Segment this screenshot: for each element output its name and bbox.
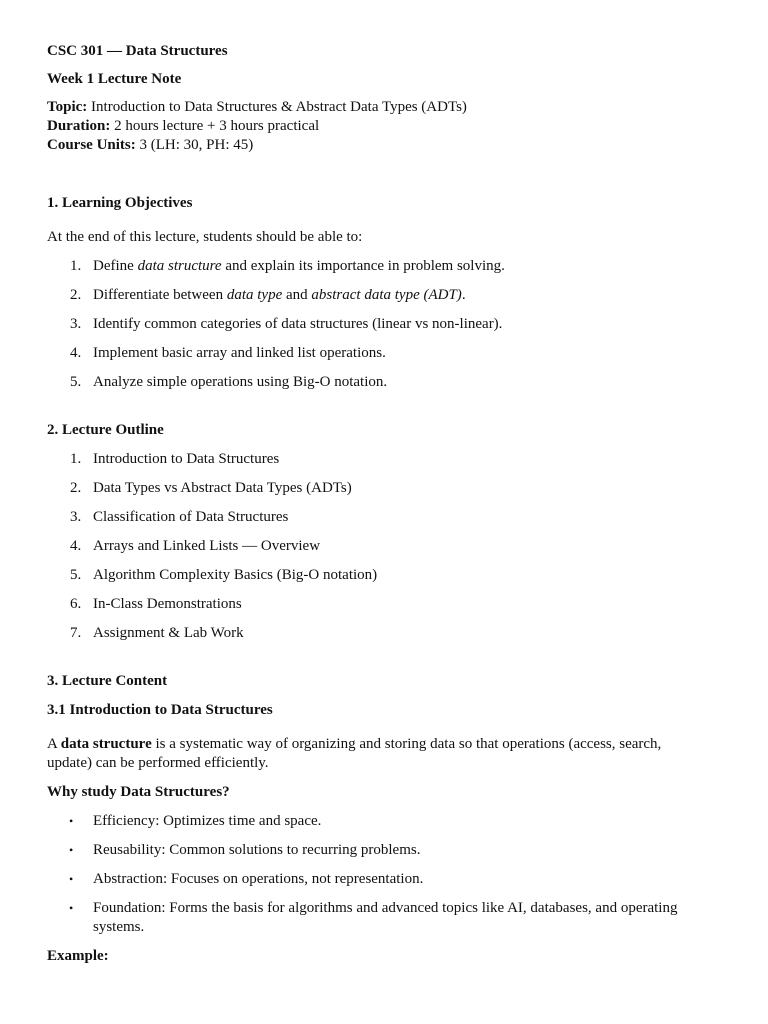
course-title: CSC 301 — Data Structures [47,43,228,59]
item-text: Data Types vs Abstract Data Types (ADTs) [93,480,352,496]
list-item [47,841,707,860]
list-item [47,566,707,585]
item-text: Analyze simple operations using Big-O notation. [93,374,388,390]
item-text: . [461,287,466,303]
topic-label: Topic: [47,99,88,115]
list-number: 5. [70,374,82,390]
item-text: Efficiency: Optimizes time and space. [93,813,322,829]
item-text: and explain its importance in problem solving. [221,258,505,274]
bullet-icon: • [69,843,74,857]
list-item [47,508,707,527]
list-item [47,344,707,363]
item-text: Reusability: Common solutions to recurring problems. [93,842,421,858]
item-text: Differentiate between [93,287,227,303]
example-heading: Example: [47,948,109,964]
item-text: Assignment & Lab Work [93,625,244,641]
topic-value: Introduction to Data Structures & Abstract Data Types (ADTs) [87,99,467,115]
item-text: Arrays and Linked Lists — Overview [93,538,321,554]
list-number: 1. [70,258,82,274]
topic-line [47,98,707,117]
lecture-note-page [47,42,707,976]
list-item [47,595,707,614]
list-item [47,870,707,889]
bullet-icon: • [69,901,74,915]
list-item [47,899,707,937]
list-item [47,315,707,334]
definition-paragraph [47,735,707,773]
list-item [47,286,707,305]
definition-term: data structure [60,736,152,752]
units-label: Course Units: [47,137,136,153]
item-emphasis: abstract data type (ADT) [311,287,462,303]
list-number: 2. [70,480,82,496]
item-text: Algorithm Complexity Basics (Big-O notation) [93,567,378,583]
list-item [47,812,707,831]
item-text: Implement basic array and linked list operations. [93,345,386,361]
why-heading: Why study Data Structures? [47,784,230,800]
item-text: Identify common categories of data structures (linear vs non-linear). [93,316,503,332]
list-number: 1. [70,451,82,467]
units-value: 3 (LH: 30, PH: 45) [135,137,254,153]
list-item [47,450,707,469]
item-text: Define [93,258,138,274]
outline-heading: 2. Lecture Outline [47,422,164,438]
bullet-icon: • [69,872,74,886]
list-item [47,479,707,498]
item-text: Classification of Data Structures [93,509,289,525]
objectives-intro: At the end of this lecture, students should be able to: [47,229,363,245]
units-line [47,136,707,155]
list-item [47,257,707,276]
item-text: Introduction to Data Structures [93,451,280,467]
item-emphasis: data structure [137,258,222,274]
list-item [47,624,707,643]
objectives-heading: 1. Learning Objectives [47,195,193,211]
definition-text: is a systematic way of organizing and storing data so that operations (access, search, update) can be performed efficiently. [47,736,662,771]
list-number: 3. [70,316,82,332]
item-emphasis: data type [226,287,283,303]
week-title: Week 1 Lecture Note [47,71,182,87]
list-number: 6. [70,596,82,612]
list-item [47,537,707,556]
duration-label: Duration: [47,118,111,134]
item-text: and [282,287,312,303]
list-number: 4. [70,345,82,361]
item-text: In-Class Demonstrations [93,596,242,612]
item-text: Foundation: Forms the basis for algorithms and advanced topics like AI, databases, and operating systems. [93,900,678,935]
intro-subheading: 3.1 Introduction to Data Structures [47,702,273,718]
objectives-list [47,257,707,392]
course-meta [47,98,707,155]
list-number: 7. [70,625,82,641]
duration-line [47,117,707,136]
bullet-icon: • [69,814,74,828]
list-number: 2. [70,287,82,303]
list-item [47,373,707,392]
list-number: 4. [70,538,82,554]
content-heading: 3. Lecture Content [47,673,168,689]
why-list [47,812,707,937]
list-number: 3. [70,509,82,525]
definition-text: A [47,736,61,752]
duration-value: 2 hours lecture + 3 hours practical [110,118,320,134]
item-text: Abstraction: Focuses on operations, not representation. [93,871,424,887]
list-number: 5. [70,567,82,583]
outline-list [47,450,707,643]
